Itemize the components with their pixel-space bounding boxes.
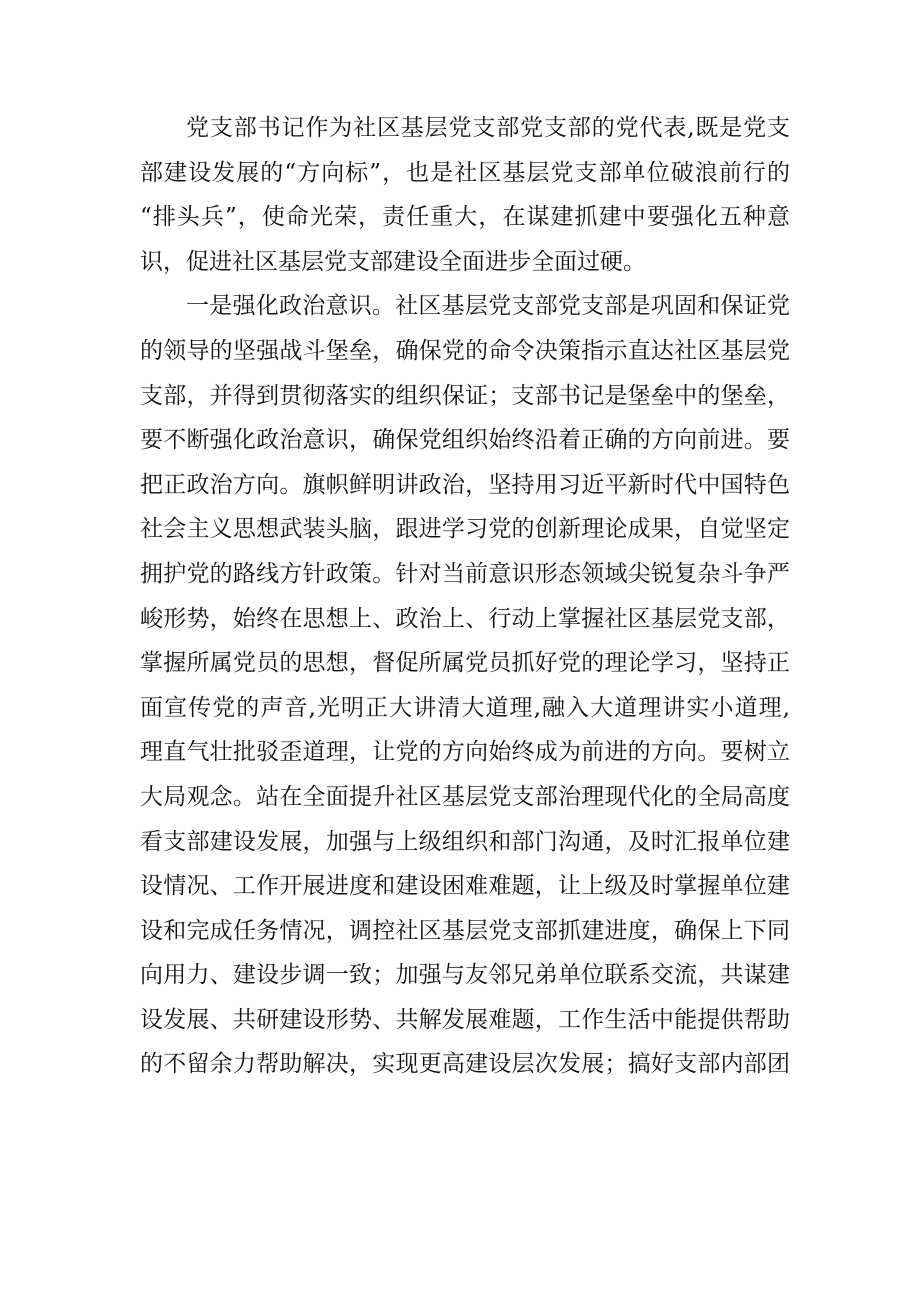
paragraph-1-line-2: 部建设发展的“方向标”，也是社区基层党支部单位破浪前行的 xyxy=(140,159,790,186)
paragraph-2-line-1: 一是强化政治意识。社区基层党支部党支部是巩固和保证党 xyxy=(186,293,790,320)
paragraph-2-line-2: 的领导的坚强战斗堡垒，确保党的命令决策指示直达社区基层党 xyxy=(140,337,790,364)
paragraph-2-line-11: 理直气壮批驳歪道理，让党的方向始终成为前进的方向。要树立 xyxy=(140,739,790,766)
paragraph-2-line-9: 掌握所属党员的思想，督促所属党员抓好党的理论学习，坚持正 xyxy=(140,650,790,677)
paragraph-2-line-4: 要不断强化政治意识，确保党组织始终沿着正确的方向前进。要 xyxy=(140,427,790,454)
paragraph-1-line-4: 识，促进社区基层党支部建设全面进步全面过硬。 xyxy=(140,248,646,275)
paragraph-2-line-6: 社会主义思想武装头脑，跟进学习党的创新理论成果，自觉坚定 xyxy=(140,516,790,543)
paragraph-2-line-13: 看支部建设发展，加强与上级组织和部门沟通，及时汇报单位建 xyxy=(140,828,790,855)
paragraph-2-line-7: 拥护党的路线方针政策。针对当前意识形态领域尖锐复杂斗争严 xyxy=(140,560,790,587)
paragraph-2-line-18: 的不留余力帮助解决，实现更高建设层次发展；搞好支部内部团 xyxy=(140,1051,790,1078)
paragraph-2-line-14: 设情况、工作开展进度和建设困难难题，让上级及时掌握单位建 xyxy=(140,873,790,900)
paragraph-2-line-12: 大局观念。站在全面提升社区基层党支部治理现代化的全局高度 xyxy=(140,783,790,810)
paragraph-2-line-3: 支部，并得到贯彻落实的组织保证；支部书记是堡垒中的堡垒， xyxy=(140,382,790,409)
paragraph-2-line-10: 面宣传党的声音,光明正大讲清大道理,融入大道理讲实小道理, xyxy=(140,694,790,721)
paragraph-1-line-3: “排头兵”，使命光荣，责任重大，在谋建抓建中要强化五种意 xyxy=(140,204,790,231)
paragraph-2-line-5: 把正政治方向。旗帜鲜明讲政治，坚持用习近平新时代中国特色 xyxy=(140,471,790,498)
paragraph-2-line-8: 峻形势，始终在思想上、政治上、行动上掌握社区基层党支部， xyxy=(140,605,790,632)
paragraph-2-line-17: 设发展、共研建设形势、共解发展难题，工作生活中能提供帮助 xyxy=(140,1006,790,1033)
paragraph-2-line-16: 向用力、建设步调一致；加强与友邻兄弟单位联系交流，共谋建 xyxy=(140,962,790,989)
paragraph-2-line-15: 设和完成任务情况，调控社区基层党支部抓建进度，确保上下同 xyxy=(140,917,790,944)
document-body xyxy=(140,106,790,1087)
paragraph-1-line-1: 党支部书记作为社区基层党支部党支部的党代表,既是党支 xyxy=(186,115,790,141)
